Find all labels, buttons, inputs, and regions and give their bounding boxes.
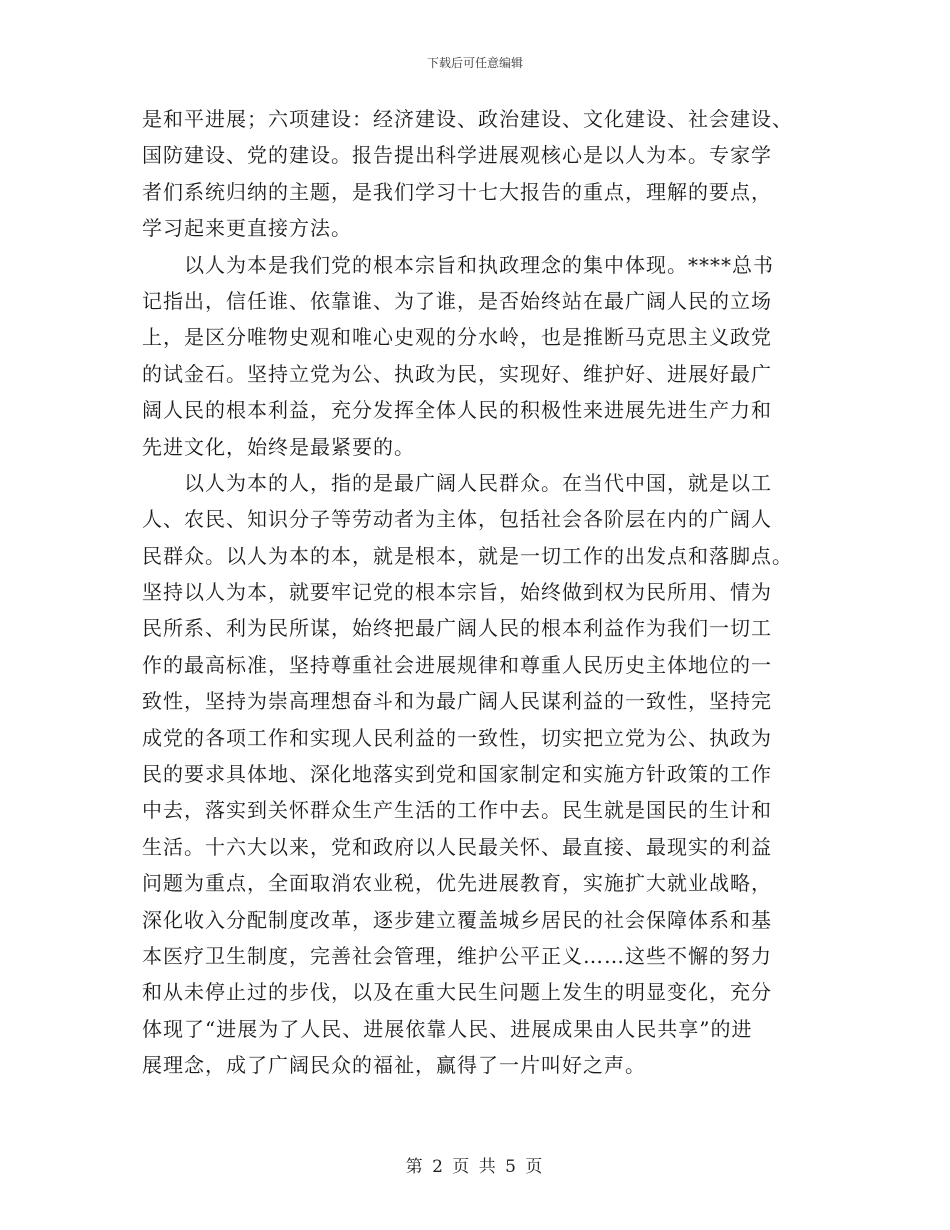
text-line: 体现了“进展为了人民、进展依靠人民、进展成果由人民共享”的进 [142,1016,753,1041]
text-line: 者们系统归纳的主题，是我们学习十七大报告的重点，理解的要点， [142,179,772,204]
text-line: 展理念，成了广阔民众的福祉，赢得了一片叫好之声。 [142,1053,646,1078]
document-body [142,101,812,1084]
page-header-note: 下载后可任意编辑 [426,56,523,70]
text-line: 坚持以人为本，就要牢记党的根本宗旨，始终做到权为民所用、情为 [142,580,772,605]
text-line: 是和平进展；六项建设：经济建设、政治建设、文化建设、社会建设、 [142,107,793,131]
text-line: 中去，落实到关怀群众生产生活的工作中去。民生就是国民的生计和 [142,798,772,823]
text-line: 阔人民的根本利益，充分发挥全体人民的积极性来进展先进生产力和 [142,398,772,423]
text-line: 以人为本是我们党的根本宗旨和执政理念的集中体现。****总书 [142,252,774,277]
text-line: 记指出，信任谁、依靠谁、为了谁，是否始终站在最广阔人民的立场 [142,288,772,313]
text-line: 民群众。以人为本的本，就是根本，就是一切工作的出发点和落脚点。 [142,543,793,568]
text-line: 人、农民、知识分子等劳动者为主体，包括社会各阶层在内的广阔人 [142,507,772,532]
text-line: 的试金石。坚持立党为公、执政为民，实现好、维护好、进展好最广 [142,361,772,386]
text-line: 生活。十六大以来，党和政府以人民最关怀、最直接、最现实的利益 [142,834,772,859]
text-line: 上，是区分唯物史观和唯心史观的分水岭，也是推断马克思主义政党 [142,325,772,350]
text-line: 学习起来更直接方法。 [142,216,352,241]
text-line: 和从未停止过的步伐，以及在重大民生问题上发生的明显变化，充分 [142,980,772,1005]
text-line: 先进文化，始终是最紧要的。 [142,434,415,459]
text-line: 本医疗卫生制度，完善社会管理，维护公平正义……这些不懈的努力 [142,943,772,968]
text-line: 国防建设、党的建设。报告提出科学进展观核心是以人为本。专家学 [142,143,772,168]
text-line: 致性，坚持为崇高理想奋斗和为最广阔人民谋利益的一致性，坚持完 [142,689,772,714]
text-line: 以人为本的人，指的是最广阔人民群众。在当代中国，就是以工 [142,470,772,495]
text-line: 民所系、利为民所谋，始终把最广阔人民的根本利益作为我们一切工 [142,616,772,641]
text-line: 作的最高标准，坚持尊重社会进展规律和尊重人民历史主体地位的一 [142,652,772,677]
text-line: 深化收入分配制度改革，逐步建立覆盖城乡居民的社会保障体系和基 [142,907,772,932]
page-number-footer: 第 2 页 共 5 页 [405,1157,545,1177]
text-line: 问题为重点，全面取消农业税，优先进展教育，实施扩大就业战略， [142,871,772,896]
text-line: 民的要求具体地、深化地落实到党和国家制定和实施方针政策的工作 [142,762,772,787]
text-line: 成党的各项工作和实现人民利益的一致性，切实把立党为公、执政为 [142,725,772,750]
